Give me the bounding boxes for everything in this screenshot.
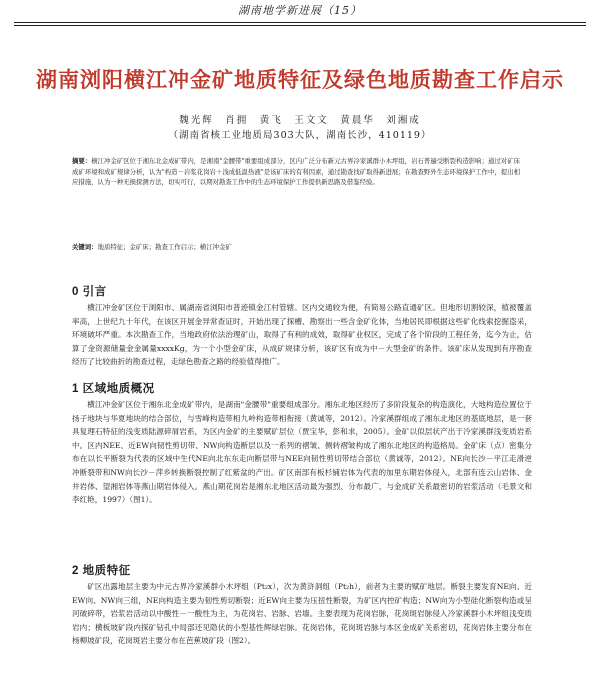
- section-heading-intro: 0 引言: [72, 286, 107, 298]
- paper-title: 湖南浏阳横江冲金矿地质特征及绿色地质勘查工作启示: [36, 67, 564, 92]
- section-heading-regional-geology: 1 区域地质概况: [72, 383, 155, 395]
- keywords-label: 关键词：: [72, 243, 98, 251]
- abstract: [72, 156, 520, 188]
- author-list: 魏光辉 肖拥 黄飞 王文文 黄晨华 刘湘成: [179, 115, 421, 126]
- section-heading-geology-features: 2 地质特征: [72, 565, 131, 577]
- header-rule-thin: [14, 25, 586, 26]
- affiliation: （湖南省核工业地质局303大队，湖南长沙，410119）: [168, 130, 432, 141]
- header-rule: [14, 22, 586, 23]
- running-header: 湖南地学新进展（15）: [238, 4, 362, 17]
- keywords: [72, 242, 520, 252]
- abstract-text: 横江冲金矿区位于湘东北金成矿带内，是湘南"金腰带"重要组成部分，区内广泛分布新元古界冷家溪群小木坪组，岩石普遍受断裂构造影响；通过对矿床成矿环境和成矿规律分析，认为"构造－岩浆花岗岩＋浅成低温热液"是该矿床的有利因素，通过勘查找矿取得新进展；在勘查野外生态环境保护工作中，提出相应措施，认为一种无损探测方法，切实可行，以期对勘查工作中的生态环境保护工作提供新思路及借鉴经验。: [72, 157, 520, 186]
- section-paragraph-geology-features: 矿区出露地层主要为中元古界冷家溪群小木坪组（Pt₂x），次为黄浒洞组（Pt₂h），前者为主要的赋矿地层。断裂主要发育NE向、近EW向、NW向三组，NE向构造主要为韧性剪切断裂；近EW向主要为压扭性断裂，为矿区内控矿构造；NW向为小型硅化断裂构造或呈河破碎带，岩浆岩活动以中酸性－一酸性为主，为花岗岩、岩脉、岩墙。主要表现为花岗岩脉，花岗斑岩脉侵入冷家溪群小木坪组浅变质岩内；横板坡矿段内探矿钻孔中局部还见隐伏的小型基性辉绿岩脉。花岗岩体，花岗斑岩脉与本区金成矿关系密切，花岗岩体主要分布在杨柳坡矿段，花岗斑岩主要分布在芭蕉坡矿段（图2）。: [72, 582, 532, 646]
- section-paragraph-intro: 横江冲金矿区位于浏阳市、属湖南省浏阳市普迹镇金江村管辖。区内交通较为便，有简易公路直通矿区。但地形切割较深，植被覆盖率高，上世纪九十年代，在该区开展金异常查证时，开始出现了探槽、勘察出一些含金矿化体，当地居民即根据这些矿化线索挖掘盗采，环境破坏严重。本次勘查工作，当地政府依法治理矿山，取得了有利的成效，取得矿业权区，完成了各个阶段的工程任务，迄今为止，估算了金资源储量金金属量xxxxKg，为一个小型金矿床，从成矿规律分析，该矿区有成为中－大型金矿的条件。该矿床从发现到有序勘查经历了比较曲折的勘查过程，走绿色勘查之路的经验值得推广。: [72, 303, 532, 367]
- section-paragraph-regional-geology: 横江冲金矿区位于湘东北金成矿带内，是湖南"金腰带"重要组成部分。湘东北地区经历了多阶段复杂的构造演化，大地构造位置位于扬子地块与华夏地块的结合部位，与雪峰构造带相九岭构造带相衔接（黄诚等，2012）。冷家溪群组成了湘东北地区的基底地层，是一套具复理石特征的浅变质陆源碎屑岩系，为区内金矿的主要赋矿层位（贾宝华，彭和求，2005）。金矿以似层状产出于冷家溪群浅变质岩系中。区内NEE、近EW向韧性剪切带、NW向构造断层以及一系列的褶皱、侧转褶皱构成了湘东北地区的构造格局。金矿床（点）密集分布在以长平断裂为代表的区域中生代NE向北东东走向断层带与NEE向韧性剪切带结合部位（黄诚等，2012）。NE向长沙－平江走滑逆冲断裂带和NW向长沙－萍乡转换断裂控制了红紫盆的产出。矿区南部有板杉铺岩体为代表的加里东期岩体侵入，北部有连云山岩体、金井岩体、望湘岩体等燕山期岩体侵入。燕山期花岗岩是湘东北地区活动最为强烈、分布最广、与金成矿关系最密切的岩浆活动（毛景文和李红艳，1997）（图1）。: [72, 400, 532, 505]
- abstract-label: 摘要：: [72, 157, 92, 165]
- keywords-text: 地质特征；金矿床；勘查工作启示；横江冲金矿: [97, 243, 232, 251]
